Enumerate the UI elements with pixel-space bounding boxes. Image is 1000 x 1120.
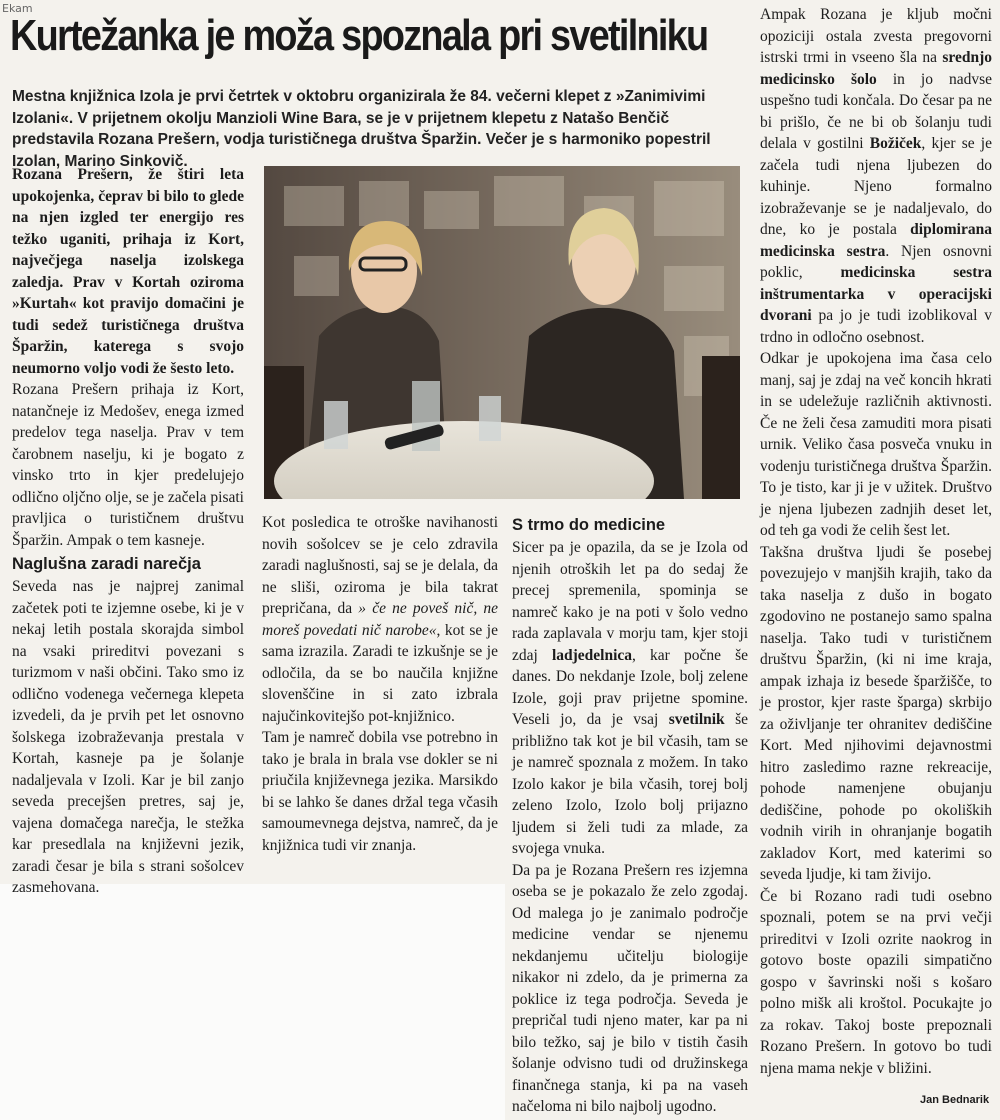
text-span: Ampak Rozana je kljub močni opoziciji ostala zvesta pregovorni istrski trmi in vseeno šla na (760, 6, 992, 66)
bold-term: srednjo medicinsko šolo (760, 49, 993, 88)
bold-term: medicinska sestra inštrumentarka v operacijski dvorani (760, 264, 992, 324)
paragraph (262, 512, 498, 727)
bold-term: svetilnik (668, 711, 725, 728)
column-4 (760, 4, 992, 1079)
paragraph (760, 4, 992, 348)
article-lead: Mestna knjižnica Izola je prvi četrtek v oktobru organizirala že 84. večerni klepet z »Zanimivimi Izolani«. V prijetnem okolju Manzioli Wine Bara, se je v prijetnem klepetu z Natašo Benčič predstavila Rozana Prešern, vodja turističnega društva Šparžin. Večer je s harmoniko popestril Izolan, Marino Sinkovič. (12, 88, 711, 170)
publication-logo: Ekam (2, 2, 33, 15)
subheading-naglusna: Naglušna zaradi narečja (12, 555, 201, 573)
paragraph: Rozana Prešern prihaja iz Kort, natančneje iz Medošev, enega izmed predelov tega naselja. Prav v tem čarobnem naselju, ki je bogato z vinsko trto in kjer predelujejo odlično oljčno olje, se je začela pisati pravljica o turističnem društvu Šparžin. Ampak o tem kasneje. (12, 381, 244, 549)
article-photo (264, 166, 740, 499)
text-span: , kjer se je začela tudi njena ljubezen do kuhinje. Njeno formalno izobraževanje se je nadaljevalo, do dne, ko je postala (760, 135, 992, 238)
photo-two-women-icon (264, 166, 740, 499)
text-span: , kot se je sama izrazila. Zaradi te izkušnje se je odločila, da se bo naučila knjižne slovenščine in si zato izbrala najučinkovitejšo pot-knjižnico. (262, 621, 498, 725)
text-span: Sicer pa je opazila, da se je Izola od njenih otroških let pa do sedaj že precej spremenila, spominja se namreč kako je na poti v šolo vedno rada zaplavala v morju tam, kjer stoji zdaj (512, 539, 748, 664)
bold-term: Božiček (869, 135, 922, 152)
paragraph: Seveda nas je najprej zanimal začetek poti te izjemne osebe, ki je v nekaj letih postala skorajda simbol na vsaki prireditvi povezani s turizmom v naši občini. Tako smo iz odlično vodenega večernega klepeta izvedeli, da je prvih pet let osnovno šolskega izobraževanja prestala v Kortah, kasneje pa je šolanje nadaljevala v Izoli. Kar je bil zanjo seveda precejšen pretres, saj je, vajena domačega narečja, le stežka kar presedlala na književni jezik, zaradi česar je bila s strani sošolcev zasmehovana. (12, 578, 244, 896)
column-2 (262, 512, 498, 856)
subheading-s-trmo: S trmo do medicine (512, 516, 666, 534)
article-title: Kurtežanka je moža spoznala pri svetilniku (10, 11, 708, 60)
column-1 (12, 164, 244, 899)
bold-term: ladjedelnica (551, 646, 633, 664)
text-span: še približno tak kot je bil včasih, tam se je namreč spoznala z možem. In tako Izolo kakor je bila včasih, torej bolj zeleno Izolo, Izolo bolj prijazno ljudem si želi tudi za mlade, za svojega vnuka. (512, 711, 749, 857)
text-span: , kar počne še danes. Do nekdanje Izole, bolj zelene Izole, goji prav prijetne spomine. Veseli jo, da je vsaj (512, 646, 748, 728)
paragraph: Če bi Rozano radi tudi osebno spoznali, potem se na prvi večji prireditvi v Izoli ozrite naokrog in gotovo boste opazili simpatično gospo v šavrinski noši s košaro polno mišk ali kroštol. Pocukajte jo za rokav. Takoj boste prepoznali Rozano Prešern. In gotovo bo tudi njena mama nekje v bližini. (760, 887, 992, 1077)
paragraph: Takšna društva ljudi še posebej povezujejo v manjših krajih, tako da taka naselja z dušo in bogato zgodovino ne postanejo samo spalna naselja. Tako tudi v turističnem društvu Šparžin, (ki ni ime kraja, ampak izhaja iz besede šparžišče, to je prostor, kjer raste šparga) skrbijo za oživljanje ter ohranitev dediščine Kort. Med njihovimi dejavnostmi hitro zasledimo razne rekreacije, pohode namenjene obujanju dediščine, pohode po okoliških vodnih virih in ohranjanje bogatih zakladov Kort, med katerimi so seveda ljudje, ki tam živijo. (760, 543, 992, 883)
paragraph: Odkar je upokojena ima časa celo manj, saj je zdaj na več koncih hkrati in se udeležuje različnih aktivnosti. Če ne želi česa zamuditi mora pisati urnik. Veliko časa posveča vnuku in vodenju turističnega društva Šparžin. To je tisto, kar ji je v užitek. Društvo je njena ljubezen zadnjih deset let, od teh ga vodi že celih šest let. (760, 350, 992, 539)
text-span: . Njen osnovni poklic, (760, 242, 993, 281)
blank-area (0, 884, 505, 1120)
bold-term: diplomirana medicinska sestra (760, 221, 992, 260)
paragraph: Tam je namreč dobila vse potrebno in tako je brala in brala vse dokler se ni priučila književnega jezika. Marsikdo bi se lahko še danes držal tega včasih samoumevnega dejstva, namreč, da je knjižnica tudi vir znanja. (262, 729, 498, 854)
text-span: in jo nadvse uspešno tudi končala. Do česar pa ne bi prišlo, če ne bi ob šolanju tudi delala v gostilni (760, 70, 993, 152)
intro-paragraph: Rozana Prešern, že štiri leta upokojenka, čeprav bi bilo to glede na njen izgled ter energijo res težko uganiti, prihaja iz Kort, največjega naselja izolskega zaledja. Prav v Kortah oziroma »Kurtah« kot pravijo domačini je tudi sedež turističnega društva Šparžin, katerega s svojo neumorno voljo vodi že šesto leto. (12, 166, 244, 377)
paragraph (512, 537, 748, 860)
text-span: pa jo je tudi izoblikoval v trdno in odločno osebnost. (760, 307, 992, 346)
author-credit: Jan Bednarik (920, 1094, 990, 1106)
text-span: Kot posledica te otroške navihanosti novih sošolcev se je celo zdravila zaradi naglušnosti, saj se je delala, da ne sliši, oziroma je bila takrat prepričana, da (262, 514, 498, 617)
column-3 (512, 512, 748, 1118)
paragraph: Da pa je Rozana Prešern res izjemna oseba se je pokazalo že zelo zgodaj. Od malega jo je zanimalo področje medicine vendar se njenemu nekdanjemu učitelju biologije nikakor ni zdelo, da je primerna za poklice iz tega področja. Seveda je prepričal tudi njeno mater, kar pa ni bilo težko, saj je bilo v tistih časih šolanje odvisno tudi od družinskega finančnega stanja, ki pa na vaseh načeloma ni bilo najbolj ugodno. (512, 861, 748, 1115)
quote: » če ne poveš nič, ne moreš povedati nič narobe« (262, 600, 499, 639)
